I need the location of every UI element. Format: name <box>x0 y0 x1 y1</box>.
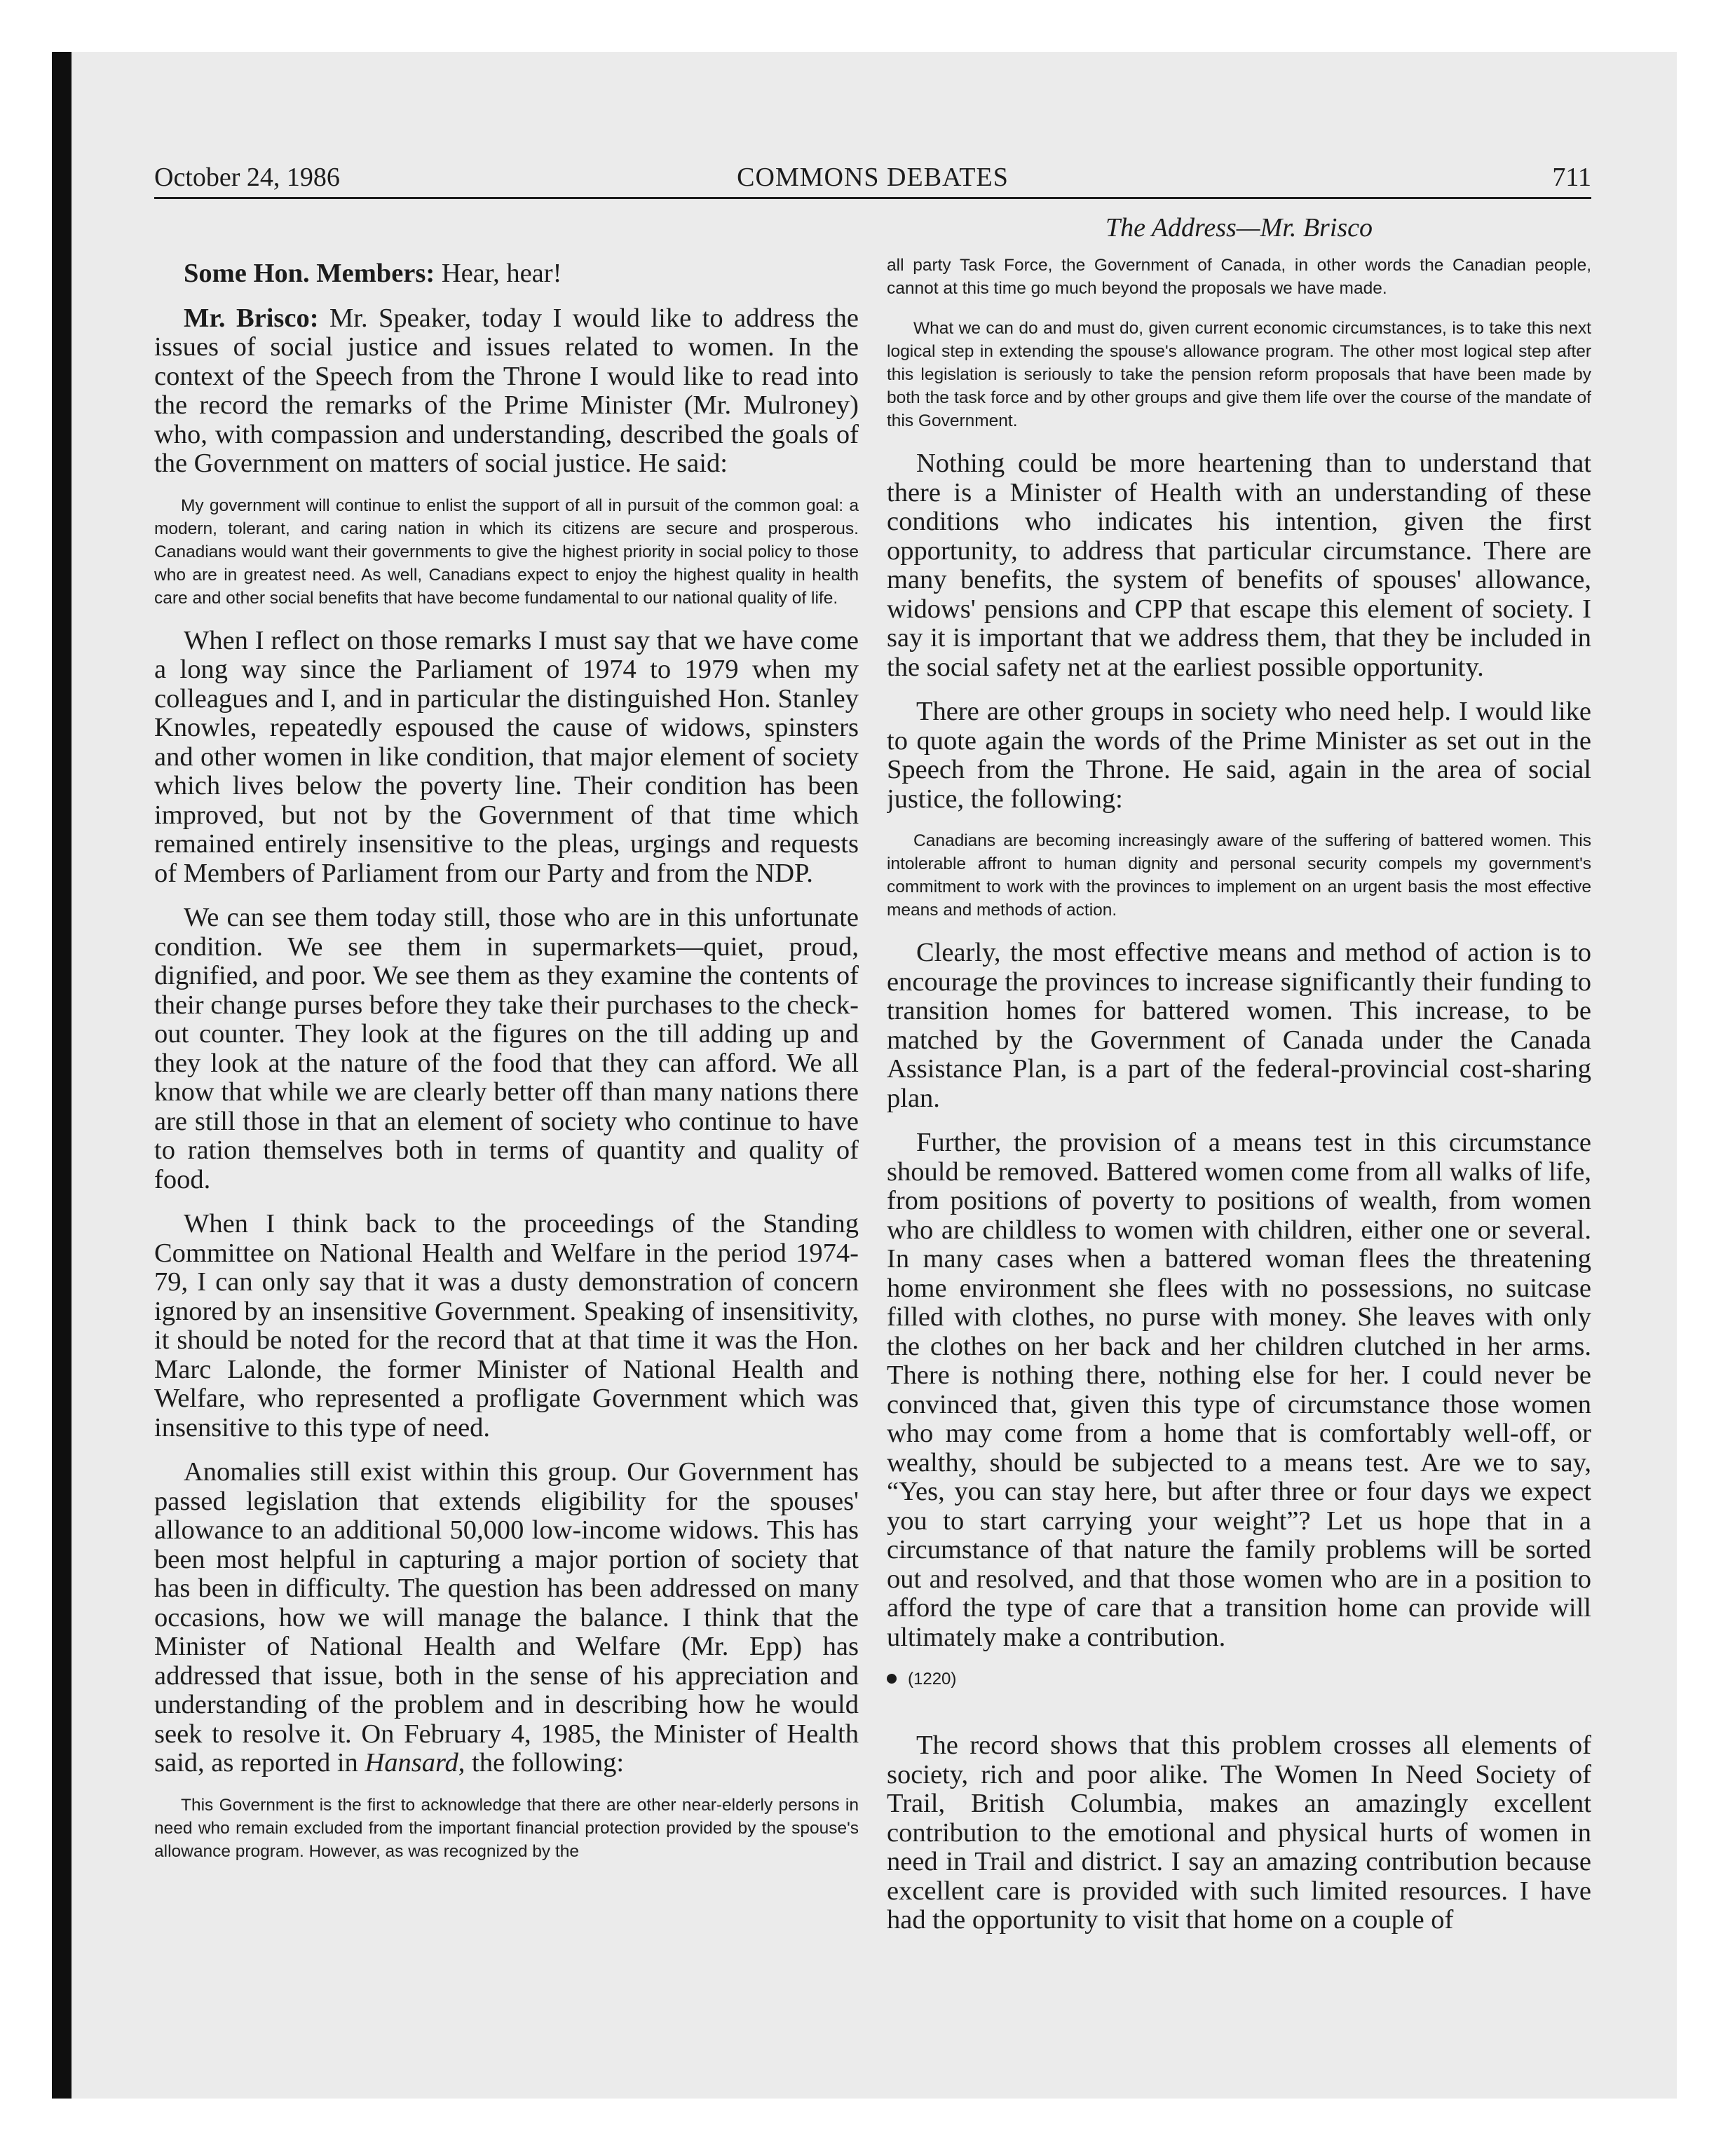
speaker-name: Mr. Brisco: <box>184 303 319 333</box>
paragraph: There are other groups in society who need help. I would like to quote again the words of the Prime Minister as set out in the Speech from the Throne. He said, again in the area of social justice, the following: <box>887 697 1591 814</box>
paragraph: When I reflect on those remarks I must say that we have come a long way since the Parliament of 1974 to 1979 when my colleagues and I, and in particular the distinguished Hon. Stanley Knowles, repeatedly espoused the cause of widows, spinsters and other women in like condition, that major element of society which lives below the poverty line. Their condition has been improved, but not by the Government of that time which remained entirely insensitive to the pleas, urgings and requests of Members of Parliament from our Party and from the NDP. <box>154 625 859 888</box>
binding-edge <box>52 52 72 2099</box>
paragraph-text: Hear, hear! <box>435 259 562 288</box>
header-page-number: 711 <box>1552 163 1591 192</box>
header-publication: COMMONS DEBATES <box>737 163 1009 192</box>
left-column <box>154 252 859 1963</box>
paragraph-text: , the following: <box>458 1748 625 1778</box>
right-column <box>887 254 1591 1964</box>
quotation-minister: What we can do and must do, given current economic circumstances, is to take this next logical step in extending the spouse's allowance program. The other most logical step after this legislation is seriously to take the pension reform proposals that have been made by both the task force and by other groups and give them life over the course of the mandate of this Government. <box>887 319 1591 430</box>
paragraph: When I think back to the proceedings of the Standing Committee on National Health and Welfare in the period 1974-79, I can only say that it was a dusty demonstration of concern ignored by an insensitive Government. Speaking of insensitivity, it should be noted for the record that at that time it was the Hon. Marc Lalonde, the former Minister of National Health and Welfare, who represented a profligate Government which was insensitive to this type of need. <box>154 1209 859 1442</box>
hansard-italic: Hansard <box>365 1748 458 1778</box>
paragraph: The record shows that this problem crosses all elements of society, rich and poor alike. The Women In Need Society of Trail, British Columbia, makes an amazingly excellent contribution to the emotional and physical hurts of women in need in Trail and district. I say an amazing contribution because excellent care is provided with such limited resources. I have had the opportunity to visit that home on a couple of <box>887 1731 1591 1935</box>
quotation-minister: This Government is the first to acknowledge that there are other near-elderly persons in need who remain excluded from the important financial protection provided by the spouse's allowance program. However, as was recognized by the <box>154 1795 859 1861</box>
paragraph-hansard-reference <box>154 1458 859 1778</box>
page-header <box>154 160 1591 195</box>
paragraph: We can see them today still, those who are in this unfortunate condition. We see them in supermarkets—quiet, proud, dignified, and poor. We see them as they examine the contents of their change purses before they take their purchases to the check-out counter. They look at the figures on the till adding up and they look at the nature of the food that they can afford. We all know that while we are clearly better off than many nations there are still those in that an element of society who continue to have to ration themselves both in terms of quantity and quality of food. <box>154 903 859 1194</box>
bullet-icon <box>887 1674 897 1684</box>
quotation-throne-speech: Canadians are becoming increasingly aware of the suffering of battered women. This intolerable affront to human dignity and personal security compels my government's commitment to work with the provinces to implement on an urgent basis the most effective means and methods of action. <box>887 831 1591 920</box>
header-date: October 24, 1986 <box>154 163 340 192</box>
paragraph-interjection <box>154 259 859 289</box>
paragraph: Further, the provision of a means test in this circumstance should be removed. Battered women come from all walks of life, from positions of poverty to positions of wealth, from women who are childless to women with children, either one or several. In many cases when a battered woman flees the threatening home environment she flees with no possessions, no suitcase filled with clothes, no purse with money. She leaves with only the clothes on her back and her children clutched in her arms. There is nothing there, nothing else for her. I could never be convinced that, given this type of circumstance those women who may come from a home that is comfortably well-off, or wealthy, should be subjected to a means test. Are we to say, “Yes, you can stay here, but after three or four days we expect you to start carrying your weight”? Let us hope that in a circumstance of that nature the family problems will be sorted out and resolved, and that those women who are in a position to afford the type of care that a transition home can provide will ultimately make a contribution. <box>887 1128 1591 1652</box>
paragraph-text: Anomalies still exist within this group. Our Government has passed legislation that extends eligibility for the spouses' allowance to an additional 50,000 low-income widows. This has been most helpful in capturing a major portion of society that has been in difficulty. The question has been addressed on many occasions, how we will manage the balance. I think that the Minister of National Health and Welfare (Mr. Epp) has addressed that issue, both in the sense of his appreciation and understanding of the problem and in describing how he would seek to resolve it. On February 4, 1985, the Minister of Health said, as reported in <box>154 1457 859 1778</box>
header-rule <box>154 197 1591 199</box>
time-marker-text: (1220) <box>908 1670 957 1688</box>
paragraph-brisco-opening <box>154 304 859 479</box>
speaker-name: Some Hon. Members: <box>184 259 435 288</box>
quotation-throne-speech: My government will continue to enlist the support of all in pursuit of the common goal: a modern, tolerant, and caring nation in which its citizens are secure and prosperous. Canadians would want their governments to give the highest priority in social policy to those who are in greatest need. As well, Canadians expect to enjoy the highest quality in health care and other social benefits that have become fundamental to our national quality of life. <box>154 496 859 608</box>
running-head: The Address—Mr. Brisco <box>1105 213 1373 243</box>
time-marker <box>887 1667 1591 1691</box>
paragraph: Nothing could be more heartening than to understand that there is a Minister of Health with an understanding of these conditions who indicates his intention, given the first opportunity, to address that particular circumstance. There are many benefits, the system of benefits of spouses' allowance, widows' pensions and CPP that escape this element of society. I say it is important that we address them, that they be included in the social safety net at the earliest possible opportunity. <box>887 449 1591 682</box>
quotation-minister-continued: all party Task Force, the Government of Canada, in other words the Canadian people, cannot at this time go much beyond the proposals we have made. <box>887 256 1591 298</box>
paragraph: Clearly, the most effective means and method of action is to encourage the provinces to increase significantly their funding to transition homes for battered women. This increase, to be matched by the Government of Canada under the Canada Assistance Plan, is a part of the federal-provincial cost-sharing plan. <box>887 938 1591 1113</box>
paragraph-text: Mr. Speaker, today I would like to address the issues of social justice and issues related to women. In the context of the Speech from the Throne I would like to read into the record the remarks of the Prime Minister (Mr. Mulroney) who, with compassion and understanding, described the goals of the Government on matters of social justice. He said: <box>154 303 859 478</box>
